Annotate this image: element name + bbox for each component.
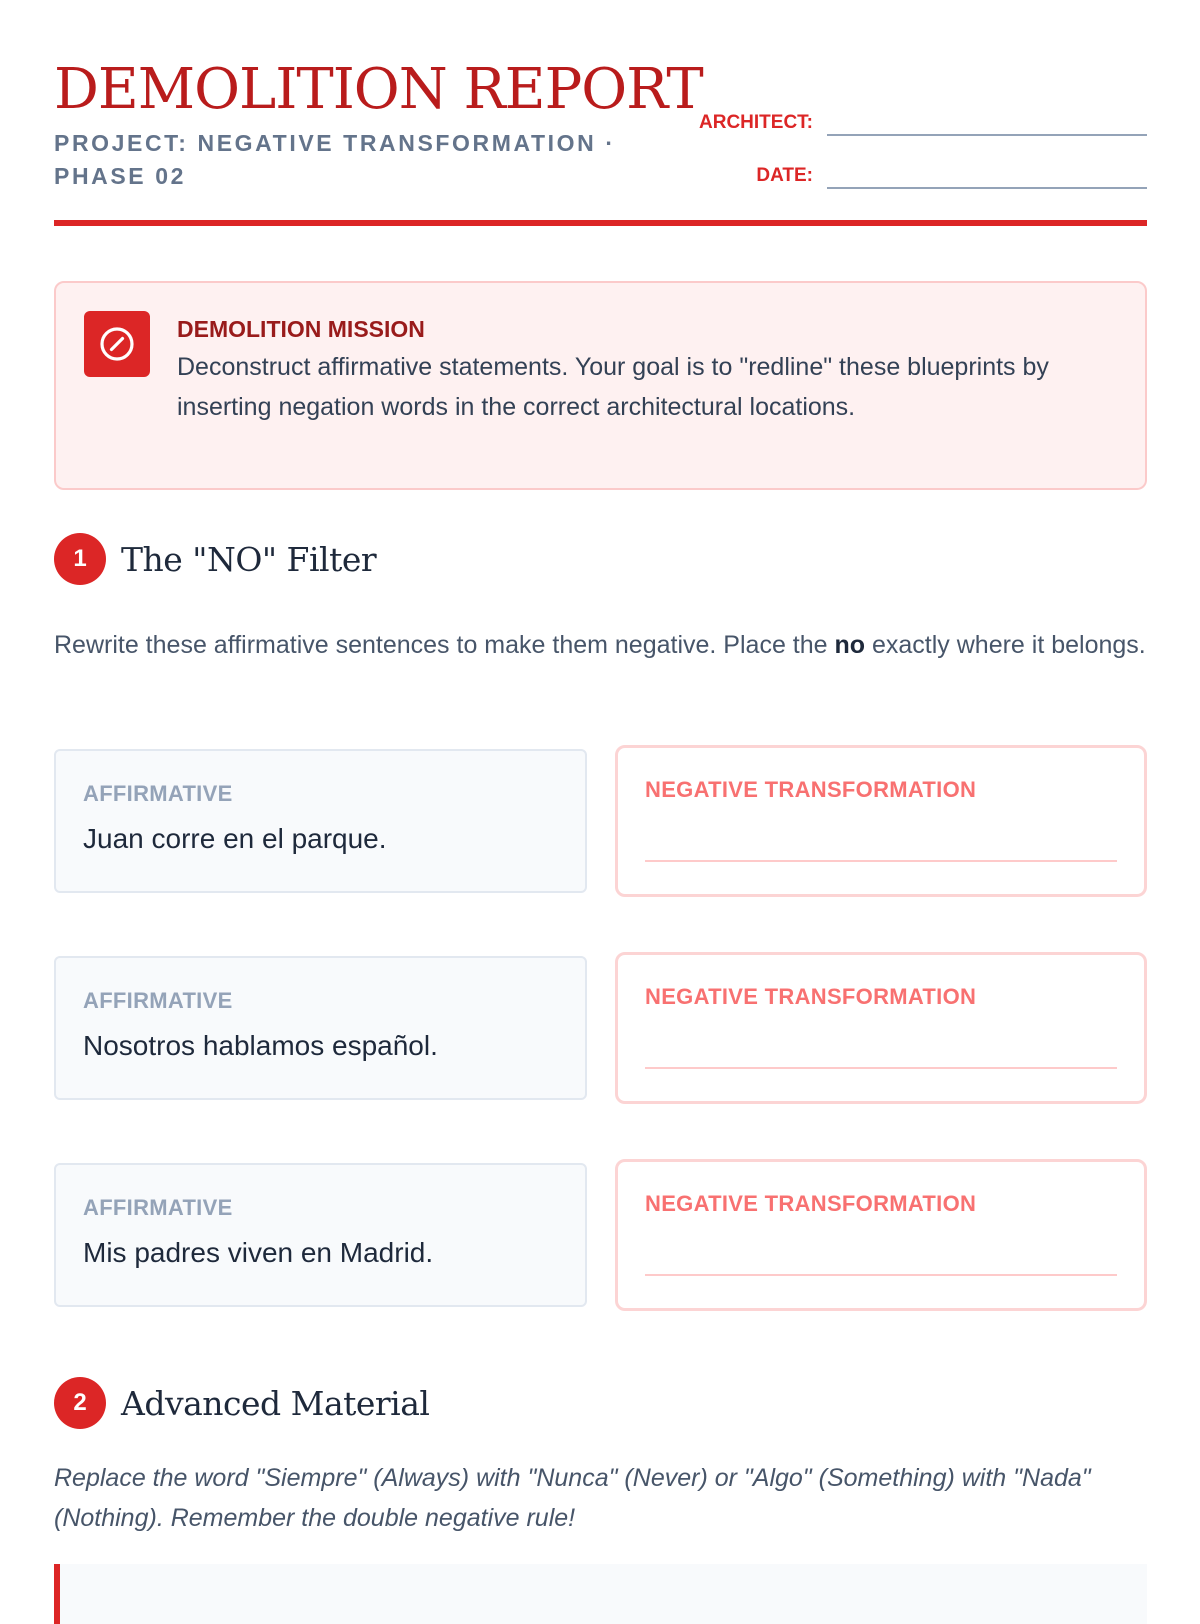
- answer-line[interactable]: [645, 860, 1117, 862]
- negative-label: NEGATIVE TRANSFORMATION: [645, 777, 977, 802]
- negative-label: NEGATIVE TRANSFORMATION: [645, 984, 977, 1009]
- section-2-instructions: Replace the word "Siempre" (Always) with "Nunca" (Never) or "Algo" (Something) with "Nada" (Nothing). Remember the double negative rule!: [54, 1464, 1091, 1532]
- worksheet-page: [54, 0, 1147, 1532]
- affirmative-label: AFFIRMATIVE: [83, 988, 233, 1013]
- affirmative-sentence: Mis padres viven en Madrid.: [83, 1237, 434, 1268]
- section-1-heading: [54, 533, 376, 585]
- header-divider: [54, 220, 1147, 226]
- affirmative-label: AFFIRMATIVE: [83, 1195, 233, 1220]
- section-number-badge: 2: [54, 1377, 106, 1429]
- mission-title: DEMOLITION MISSION: [177, 316, 425, 342]
- exercise-row: [54, 745, 1147, 897]
- date-field-row: [756, 157, 1147, 189]
- negative-label: NEGATIVE TRANSFORMATION: [645, 1191, 977, 1216]
- affirmative-card: [54, 749, 587, 893]
- section-1-instructions: [54, 625, 1147, 665]
- mission-text: Deconstruct affirmative statements. Your goal is to "redline" these blueprints by inserting negation words in the correct architectural locations.: [177, 353, 1049, 421]
- report-header: [54, 0, 1147, 227]
- page-title: DEMOLITION REPORT: [54, 57, 703, 122]
- exercise-card: [54, 1564, 1147, 1624]
- date-label: DATE:: [756, 165, 813, 186]
- project-subtitle: PROJECT: NEGATIVE TRANSFORMATION · PHASE 02: [54, 130, 616, 189]
- architect-field-row: [699, 104, 1147, 136]
- exercise-row: [54, 1159, 1147, 1311]
- architect-input-line[interactable]: [827, 104, 1147, 136]
- negative-answer-card: [615, 952, 1147, 1104]
- date-input-line[interactable]: [827, 157, 1147, 189]
- affirmative-sentence: Juan corre en el parque.: [83, 823, 387, 854]
- instructions-emphasis: no: [834, 631, 866, 659]
- answer-line[interactable]: [645, 1274, 1117, 1276]
- affirmative-card: [54, 1163, 587, 1307]
- affirmative-label: AFFIRMATIVE: [83, 781, 233, 806]
- affirmative-card: [54, 956, 587, 1100]
- section-1-title: The "NO" Filter: [121, 539, 377, 579]
- answer-line[interactable]: [645, 1067, 1117, 1069]
- prohibition-icon: [84, 311, 150, 377]
- instructions-text: Rewrite these affirmative sentences to make them negative. Place the: [54, 631, 835, 659]
- instructions-text-end: exactly where it belongs.: [865, 631, 1146, 659]
- section-2-heading: [54, 1377, 429, 1429]
- section-2-title: Advanced Material: [121, 1383, 430, 1423]
- architect-label: ARCHITECT:: [699, 112, 813, 133]
- mission-callout: [54, 281, 1147, 490]
- exercise-row: [54, 952, 1147, 1104]
- negative-answer-card: [615, 1159, 1147, 1311]
- negative-answer-card: [615, 745, 1147, 897]
- section-number-badge: 1: [54, 533, 106, 585]
- affirmative-sentence: Nosotros hablamos español.: [83, 1030, 438, 1061]
